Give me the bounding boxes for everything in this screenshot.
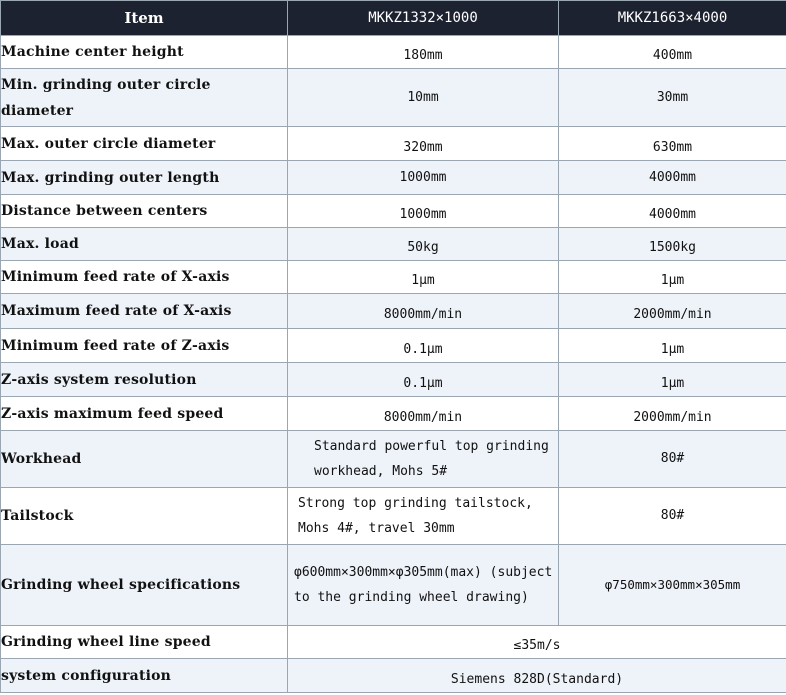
header-row bbox=[1, 1, 786, 36]
row-label: Workhead bbox=[1, 431, 288, 488]
row-value-model-2: 4000mm bbox=[559, 161, 786, 195]
row-value-model-2: 80# bbox=[559, 431, 786, 488]
row-value-model-1: 1μm bbox=[288, 261, 559, 294]
row-label: Z-axis maximum feed speed bbox=[1, 397, 288, 431]
row-value-model-2: 1μm bbox=[559, 363, 786, 397]
row-label: Machine center height bbox=[1, 36, 288, 69]
row-label: Minimum feed rate of Z-axis bbox=[1, 329, 288, 363]
row-value-model-1: 0.1μm bbox=[288, 363, 559, 397]
row-value-model-1: 320mm bbox=[288, 127, 559, 161]
row-label: system configuration bbox=[1, 659, 288, 693]
row-value-model-1: φ600mm×300mm×φ305mm(max) (subject to the grinding wheel drawing) bbox=[288, 545, 559, 626]
row-value-model-2: φ750mm×300mm×305mm bbox=[559, 545, 786, 626]
row-value-model-2: 1μm bbox=[559, 329, 786, 363]
table-row bbox=[1, 294, 786, 329]
table-row bbox=[1, 261, 786, 294]
row-value-model-1: 1000mm bbox=[288, 161, 559, 195]
row-label: Tailstock bbox=[1, 488, 288, 545]
row-value-model-2: 630mm bbox=[559, 127, 786, 161]
header-item: Item bbox=[1, 1, 288, 36]
row-label: Distance between centers bbox=[1, 195, 288, 228]
row-label: Max. load bbox=[1, 228, 288, 261]
row-value-model-2: 2000mm/min bbox=[559, 294, 786, 329]
row-label: Grinding wheel specifications bbox=[1, 545, 288, 626]
row-value-model-1: Standard powerful top grinding workhead, Mohs 5# bbox=[288, 431, 559, 488]
row-label: Min. grinding outer circle diameter bbox=[1, 69, 288, 127]
row-value-model-1: Strong top grinding tailstock, Mohs 4#, travel 30mm bbox=[288, 488, 559, 545]
table-row bbox=[1, 127, 786, 161]
row-value-model-1: 10mm bbox=[288, 69, 559, 127]
row-value-model-1: 180mm bbox=[288, 36, 559, 69]
table-row bbox=[1, 329, 786, 363]
row-value-model-2: 4000mm bbox=[559, 195, 786, 228]
row-label: Max. grinding outer length bbox=[1, 161, 288, 195]
table-row bbox=[1, 363, 786, 397]
table-row bbox=[1, 545, 786, 626]
row-value-merged: ≤35m/s bbox=[288, 626, 786, 659]
row-label: Maximum feed rate of X-axis bbox=[1, 294, 288, 329]
header-model-1: MKKZ1332×1000 bbox=[288, 1, 559, 36]
header-model-2: MKKZ1663×4000 bbox=[559, 1, 786, 36]
row-value-model-1: 1000mm bbox=[288, 195, 559, 228]
row-label: Grinding wheel line speed bbox=[1, 626, 288, 659]
row-label: Minimum feed rate of X-axis bbox=[1, 261, 288, 294]
table-row bbox=[1, 69, 786, 127]
table-row bbox=[1, 488, 786, 545]
table-row bbox=[1, 431, 786, 488]
row-value-model-2: 30mm bbox=[559, 69, 786, 127]
row-label: Z-axis system resolution bbox=[1, 363, 288, 397]
table-row bbox=[1, 397, 786, 431]
table-row bbox=[1, 228, 786, 261]
row-value-model-1: 8000mm/min bbox=[288, 294, 559, 329]
row-value-model-2: 80# bbox=[559, 488, 786, 545]
row-value-model-1: 0.1μm bbox=[288, 329, 559, 363]
table-row bbox=[1, 36, 786, 69]
row-value-merged: Siemens 828D(Standard) bbox=[288, 659, 786, 693]
row-value-model-1: 8000mm/min bbox=[288, 397, 559, 431]
row-value-model-2: 1500kg bbox=[559, 228, 786, 261]
table-row bbox=[1, 195, 786, 228]
table-row bbox=[1, 659, 786, 693]
table-row bbox=[1, 161, 786, 195]
row-value-model-2: 1μm bbox=[559, 261, 786, 294]
row-value-model-2: 2000mm/min bbox=[559, 397, 786, 431]
row-label: Max. outer circle diameter bbox=[1, 127, 288, 161]
row-value-model-1: 50kg bbox=[288, 228, 559, 261]
table-row bbox=[1, 626, 786, 659]
row-value-model-2: 400mm bbox=[559, 36, 786, 69]
